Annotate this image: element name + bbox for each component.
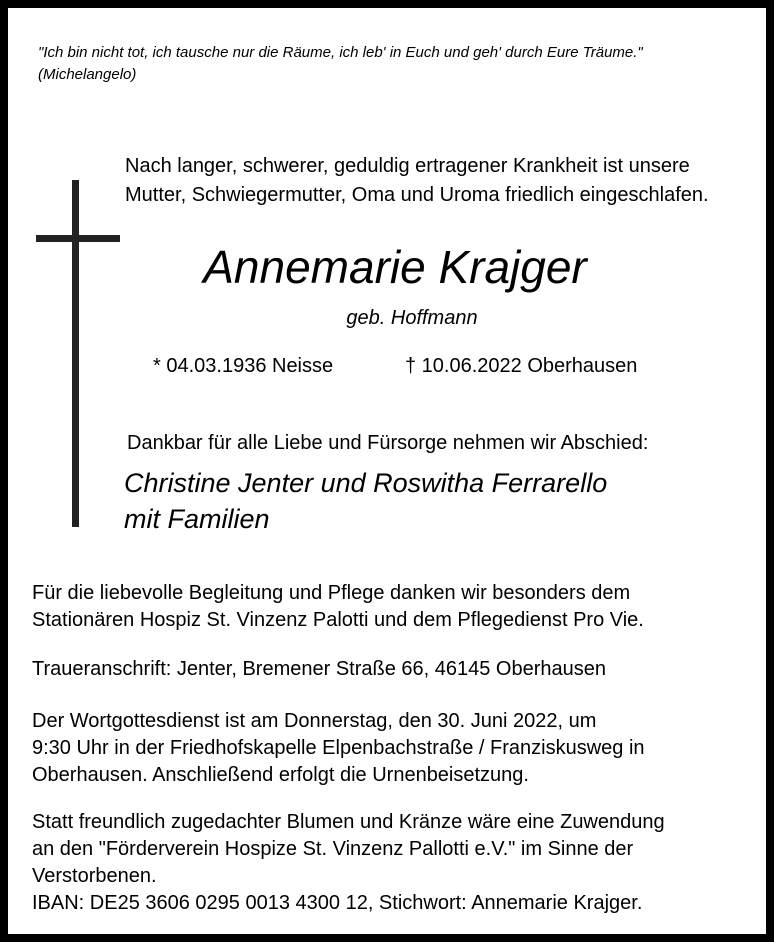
mourning-address: Traueranschrift: Jenter, Bremener Straße 66, 46145 Oberhausen bbox=[32, 658, 607, 680]
intro-line-1: Nach langer, schwerer, geduldig ertragener Krankheit ist unsere bbox=[125, 155, 690, 177]
service-line-1: Der Wortgottesdienst ist am Donnerstag, den 30. Juni 2022, um bbox=[32, 710, 597, 732]
service-line-3: Oberhausen. Anschließend erfolgt die Urnenbeisetzung. bbox=[32, 764, 529, 786]
quote-attribution: (Michelangelo) bbox=[38, 66, 137, 83]
donation-line-1: Statt freundlich zugedachter Blumen und Kränze wäre eine Zuwendung bbox=[32, 811, 665, 833]
iban-line: IBAN: DE25 3606 0295 0013 4300 12, Stichwort: Annemarie Krajger. bbox=[32, 892, 643, 914]
death-date: † 10.06.2022 Oberhausen bbox=[405, 355, 638, 377]
birth-date: * 04.03.1936 Neisse bbox=[153, 355, 334, 377]
quote-line-1: "Ich bin nicht tot, ich tausche nur die Räume, ich leb' in Euch und geh' durch Eure Träume." bbox=[38, 44, 643, 61]
thanks-line-1: Für die liebevolle Begleitung und Pflege danken wir besonders dem bbox=[32, 582, 631, 604]
donation-line-3: Verstorbenen. bbox=[32, 865, 157, 887]
family-line-2: mit Familien bbox=[124, 504, 270, 534]
cross-icon bbox=[72, 180, 79, 527]
farewell-text: Dankbar für alle Liebe und Fürsorge nehmen wir Abschied: bbox=[127, 432, 649, 454]
donation-line-2: an den "Förderverein Hospize St. Vinzenz Pallotti e.V." im Sinne der bbox=[32, 838, 634, 860]
service-line-2: 9:30 Uhr in der Friedhofskapelle Elpenbachstraße / Franziskusweg in bbox=[32, 737, 645, 759]
intro-line-2: Mutter, Schwiegermutter, Oma und Uroma friedlich eingeschlafen. bbox=[125, 184, 709, 206]
family-line-1: Christine Jenter und Roswitha Ferrarello bbox=[124, 468, 608, 498]
maiden-name: geb. Hoffmann bbox=[346, 307, 478, 329]
deceased-name: Annemarie Krajger bbox=[203, 241, 587, 293]
thanks-line-2: Stationären Hospiz St. Vinzenz Palotti und dem Pflegedienst Pro Vie. bbox=[32, 609, 644, 631]
